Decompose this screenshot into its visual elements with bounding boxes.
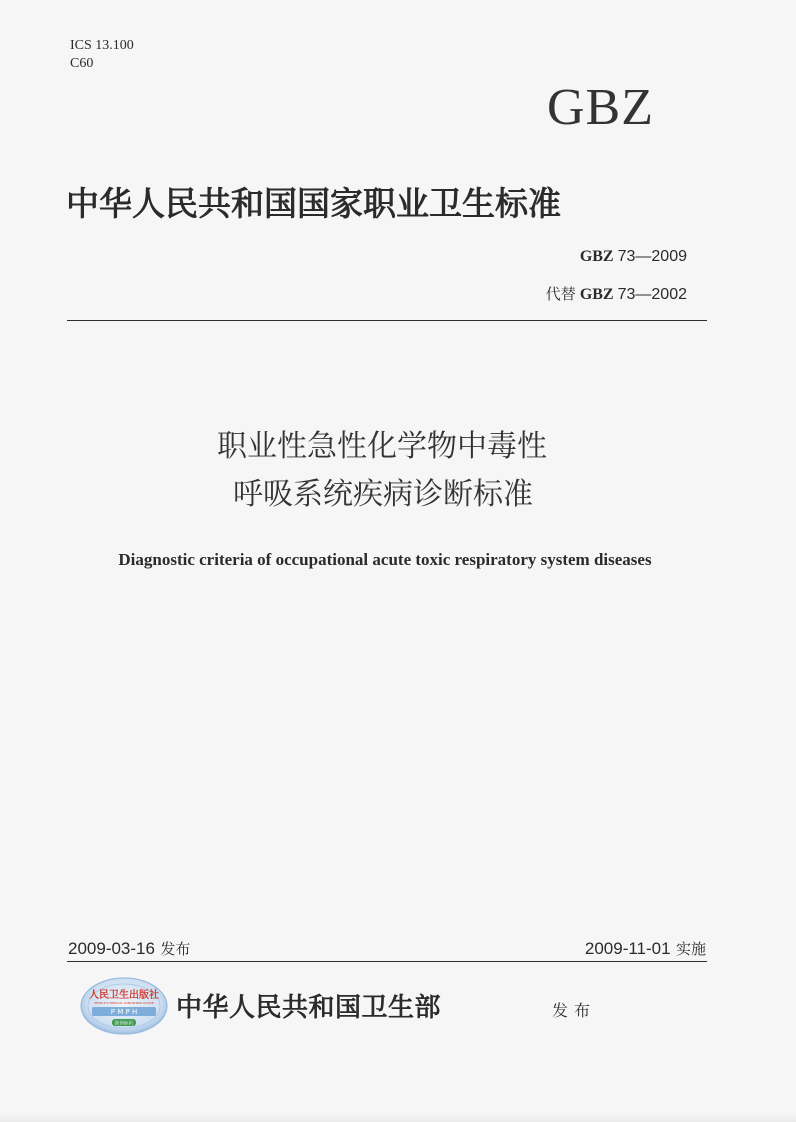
- standard-number-value: 73—2009: [617, 248, 687, 265]
- title-chinese-line1: 职业性急性化学物中毒性: [217, 429, 547, 464]
- standard-prefix: GBZ: [579, 248, 614, 265]
- issue-date: [68, 938, 190, 960]
- implement-date-label: 实施: [675, 940, 706, 958]
- replaces-prefix: GBZ: [579, 286, 614, 303]
- seal-abbr: P M P H: [110, 1008, 138, 1016]
- replaces-label: 代替: [545, 285, 576, 303]
- implement-date: [585, 938, 706, 960]
- seal-badge-text: 防伪标识: [115, 1021, 133, 1027]
- issuer-name: 中华人民共和国卫生部: [176, 993, 442, 1023]
- seal-publisher-name: 人民卫生出版社: [89, 990, 159, 1001]
- title-english: Diagnostic criteria of occupational acute toxic respiratory system diseases: [118, 550, 652, 569]
- implement-date-value: 2009-11-01: [584, 939, 671, 958]
- replaces-standard: [546, 284, 687, 305]
- standard-category-title: 中华人民共和国国家职业卫生标准: [66, 184, 561, 223]
- replaces-number: 73—2002: [617, 286, 687, 303]
- seal-english-name: PEOPLE'S MEDICAL PUBLISHING HOUSE: [94, 1001, 154, 1005]
- ccs-code: C60: [70, 56, 94, 71]
- issue-date-label: 发布: [160, 940, 191, 958]
- gbz-logo: GBZ: [547, 79, 654, 136]
- footer-divider: [67, 961, 707, 962]
- header-divider: [67, 320, 707, 321]
- title-chinese-line2: 呼吸系统疾病诊断标准: [233, 477, 533, 512]
- issue-date-value: 2009-03-16: [68, 939, 155, 958]
- publisher-seal-icon: [80, 977, 168, 1035]
- standard-number: [580, 247, 687, 267]
- issuer-suffix: 发布: [552, 1001, 597, 1020]
- scan-edge: [0, 1112, 796, 1122]
- ics-code: ICS 13.100: [70, 38, 134, 53]
